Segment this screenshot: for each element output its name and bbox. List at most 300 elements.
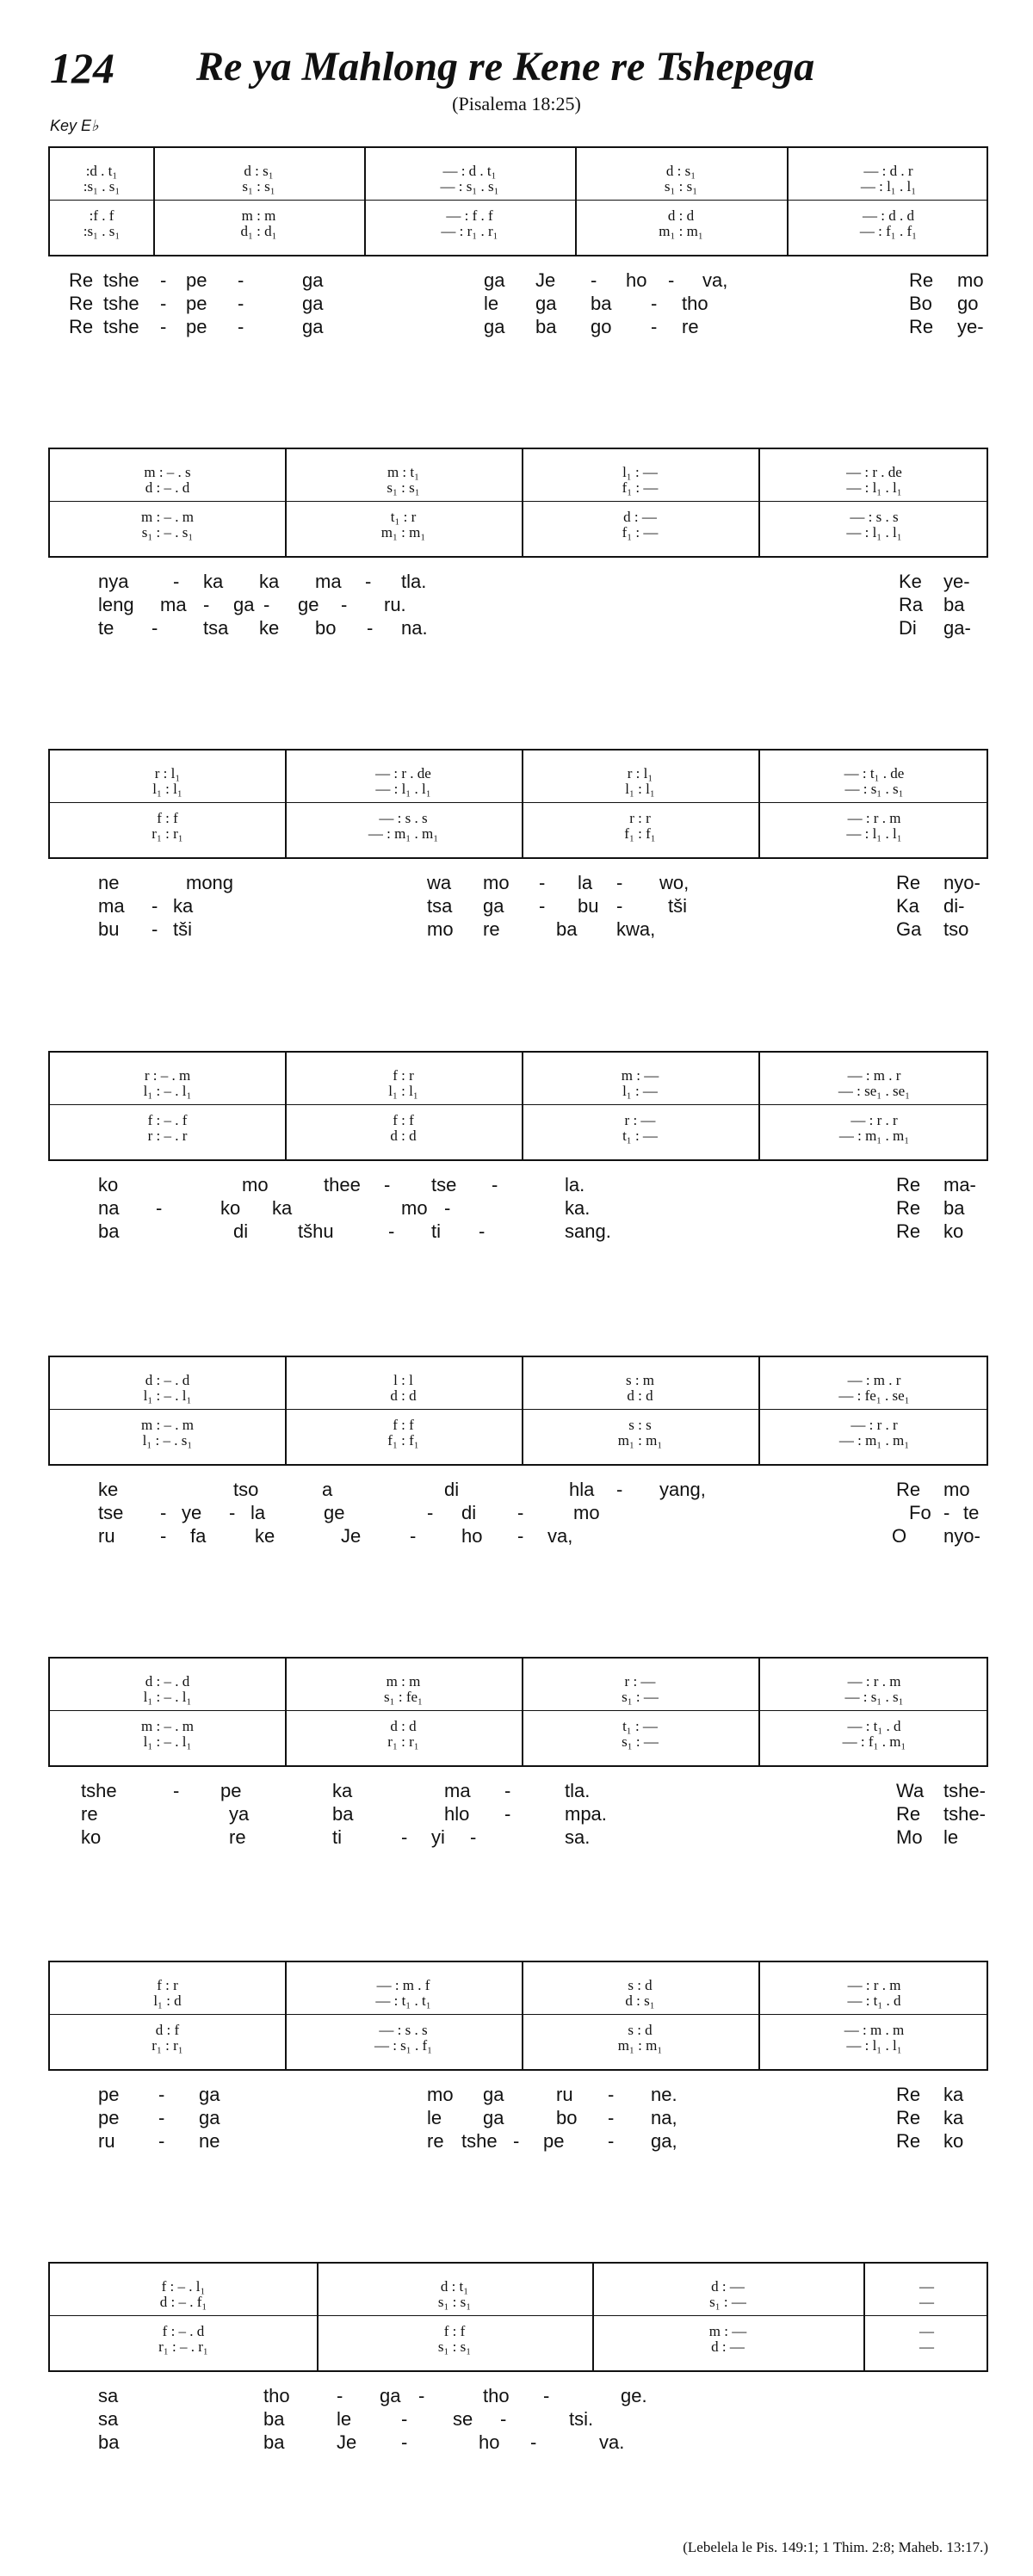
solfa-notes: f₁ : f₁ xyxy=(387,1432,419,1449)
lyric-syllable: pe xyxy=(186,293,207,314)
bar-line xyxy=(285,1053,287,1159)
lyric-syllable: - xyxy=(401,2431,408,2453)
solfa-notes: t₁ : — xyxy=(622,1718,658,1734)
solfa-notes: s₁ : s₁ xyxy=(437,2294,472,2310)
solfa-notes: — : t₁ . de xyxy=(844,765,905,781)
solfa-notes: d : – . d xyxy=(145,1372,190,1388)
lyric-syllable: ka xyxy=(259,571,280,592)
lyric-syllable: ko xyxy=(98,1174,119,1195)
lyric-line xyxy=(48,1197,988,1221)
lyric-syllable: go xyxy=(591,316,612,337)
solfa-notes: s : m xyxy=(625,1372,655,1388)
solfa-notes: :s₁ . s₁ xyxy=(83,178,121,195)
lyric-syllable: sa. xyxy=(565,1826,591,1848)
footnote: (Lebelela le Pis. 149:1; 1 Thim. 2:8; Maheb. 13:17.) xyxy=(683,2539,988,2555)
lyric-syllable: ga, xyxy=(651,2130,677,2152)
lyric-syllable: ko xyxy=(943,2130,964,2152)
solfa-notes: d : s₁ xyxy=(625,1992,655,2009)
lyric-line xyxy=(48,269,988,293)
solfa-notes: s₁ : s₁ xyxy=(387,479,420,496)
lyric-syllable: mo xyxy=(483,872,510,893)
lyric-syllable: tho xyxy=(263,2385,290,2406)
lyric-syllable: ru xyxy=(98,2130,115,2152)
solfa-notes: — : d . r xyxy=(863,163,913,179)
lyric-syllable: le xyxy=(427,2107,442,2128)
solfa-notes: s₁ : s₁ xyxy=(242,178,275,195)
lyric-syllable: le xyxy=(337,2408,352,2430)
lyric-syllable: ga xyxy=(380,2385,401,2406)
lyric-syllable: ka xyxy=(943,2107,964,2128)
solfa-notes: :s₁ . s₁ xyxy=(83,223,121,239)
lyric-syllable: di xyxy=(444,1479,460,1500)
solfa-notes: f₁ : — xyxy=(622,479,659,496)
lyric-syllable: thee xyxy=(324,1174,361,1195)
lyric-syllable: ga xyxy=(302,269,324,291)
solfa-notes: f : f xyxy=(393,1112,414,1128)
lyric-syllable: bo xyxy=(556,2107,578,2128)
solfa-notes: — : r . m xyxy=(847,1673,901,1690)
lyric-syllable: ho xyxy=(626,269,647,291)
lyric-syllable: ba xyxy=(332,1803,354,1825)
lyric-syllable: tla. xyxy=(565,1780,591,1801)
solfa-notes: f : r xyxy=(393,1067,414,1084)
solfa-notes: — : fe₁ . se₁ xyxy=(838,1387,910,1404)
lyric-syllable: ko xyxy=(220,1197,241,1219)
lyric-syllable: leng xyxy=(98,594,134,615)
solfa-notes: — : l₁ . l₁ xyxy=(846,479,902,496)
lyric-syllable: tši xyxy=(668,895,687,917)
bar-line xyxy=(758,1357,760,1464)
solfa-notes: s₁ : — xyxy=(622,1689,659,1705)
lyric-syllable: na xyxy=(98,1197,120,1219)
lyric-line xyxy=(48,872,988,896)
lyric-syllable: ga xyxy=(484,269,505,291)
bar-line xyxy=(285,449,287,556)
lyric-syllable: - xyxy=(410,1525,417,1547)
solfa-notes: l₁ : l₁ xyxy=(388,1083,418,1099)
lyric-syllable: ba xyxy=(98,2431,120,2453)
lyric-syllable: - xyxy=(418,2385,425,2406)
lyric-syllable: mo xyxy=(401,1197,428,1219)
lyric-syllable: Re xyxy=(896,2084,921,2105)
lyric-syllable: ka xyxy=(332,1780,353,1801)
lyric-syllable: - xyxy=(539,895,546,917)
lyric-syllable: nya xyxy=(98,571,129,592)
lyric-syllable: Re xyxy=(69,316,94,337)
lyric-syllable: tši xyxy=(173,918,192,940)
solfa-notes: — xyxy=(919,2278,934,2295)
solfa-notes: r₁ : r₁ xyxy=(387,1733,419,1750)
staff-divider xyxy=(50,1710,987,1711)
solfa-notes: — : f₁ . m₁ xyxy=(842,1733,906,1750)
lyric-syllable: - xyxy=(504,1780,511,1801)
lyric-syllable: Re xyxy=(909,316,934,337)
bar-line xyxy=(758,449,760,556)
lyric-syllable: ga xyxy=(302,293,324,314)
solfa-notes: f : f xyxy=(443,2323,466,2339)
bar-line xyxy=(575,148,577,255)
bar-line xyxy=(285,751,287,857)
lyric-syllable: Re xyxy=(896,1197,921,1219)
bar-line xyxy=(522,1659,523,1765)
solfa-notes: d : d xyxy=(667,207,695,224)
lyric-syllable: - xyxy=(401,1826,408,1848)
solfa-notes: — : f₁ . f₁ xyxy=(859,223,918,239)
solfa-notes: d : d xyxy=(627,1387,653,1404)
lyric-syllable: tla. xyxy=(401,571,427,592)
solfa-notes: — : r . de xyxy=(375,765,431,781)
lyric-syllable: - xyxy=(173,571,180,592)
solfa-notes: s₁ : s₁ xyxy=(664,178,698,195)
lyric-syllable: - xyxy=(517,1525,524,1547)
staff-divider xyxy=(50,200,987,201)
solfa-notes: :f . f xyxy=(89,207,114,224)
lyric-syllable: - xyxy=(263,594,270,615)
lyric-syllable: - xyxy=(608,2084,615,2105)
lyric-syllable: - xyxy=(479,1220,486,1242)
lyric-syllable: la. xyxy=(565,1174,585,1195)
lyric-syllable: - xyxy=(238,293,244,314)
lyric-syllable: ba xyxy=(263,2431,285,2453)
bar-line xyxy=(522,751,523,857)
solfa-notes: l₁ : – . l₁ xyxy=(143,1733,192,1750)
solfa-notes: r₁ : – . r₁ xyxy=(158,2338,208,2355)
solfa-notes: — : r . m xyxy=(847,1977,901,1993)
solfa-notes: m : — xyxy=(621,1067,659,1084)
solfa-notes: d : d xyxy=(390,1127,417,1144)
key-signature: Key E♭ xyxy=(50,117,99,134)
lyric-syllable: ko xyxy=(943,1220,964,1242)
solfa-notes: s : d xyxy=(628,2022,653,2038)
lyric-syllable: tshe- xyxy=(943,1780,986,1801)
lyric-syllable: - xyxy=(513,2130,520,2152)
bar-line xyxy=(592,2264,594,2370)
lyric-syllable: tshe xyxy=(103,269,139,291)
solfa-notes: l₁ : – . s₁ xyxy=(142,1432,193,1449)
lyric-syllable: ba xyxy=(943,1197,965,1219)
lyric-syllable: - xyxy=(152,895,158,917)
lyric-syllable: tsi. xyxy=(569,2408,594,2430)
bar-line xyxy=(522,449,523,556)
lyric-syllable: ka xyxy=(173,895,194,917)
solfa-notes: :d . t₁ xyxy=(85,163,118,179)
solfa-notes: m : – . m xyxy=(141,1417,194,1433)
lyric-syllable: ge. xyxy=(621,2385,647,2406)
lyric-syllable: - xyxy=(943,1502,950,1523)
lyric-syllable: - xyxy=(651,316,658,337)
lyric-syllable: ga xyxy=(483,2084,504,2105)
lyric-syllable: va. xyxy=(599,2431,625,2453)
solfa-notes: s₁ : — xyxy=(622,1733,659,1750)
lyric-syllable: te xyxy=(963,1502,980,1523)
lyric-syllable: Re xyxy=(896,2130,921,2152)
lyric-line xyxy=(48,571,988,595)
lyric-syllable: di xyxy=(461,1502,477,1523)
lyric-syllable: - xyxy=(160,1502,167,1523)
solfa-notes: — : t₁ . d xyxy=(847,1718,901,1734)
lyric-syllable: tshe xyxy=(103,316,139,337)
lyric-syllable: di xyxy=(233,1220,249,1242)
lyric-syllable: tsa xyxy=(427,895,453,917)
lyric-syllable: Re xyxy=(896,1174,921,1195)
lyric-syllable: - xyxy=(388,1220,395,1242)
lyric-line xyxy=(48,1502,988,1526)
solfa-notes: — : f . f xyxy=(446,207,493,224)
solfa-notes: m₁ : m₁ xyxy=(617,2037,663,2054)
lyric-line xyxy=(48,1174,988,1198)
lyric-syllable: Re xyxy=(896,1479,921,1500)
lyric-syllable: ho xyxy=(479,2431,500,2453)
solfa-notes: — : d . d xyxy=(863,207,914,224)
lyric-syllable: ti xyxy=(431,1220,441,1242)
lyric-syllable: mong xyxy=(186,872,234,893)
lyric-syllable: ho xyxy=(461,1525,483,1547)
lyric-syllable: Re xyxy=(896,872,921,893)
lyric-syllable: ba xyxy=(263,2408,285,2430)
lyric-line xyxy=(48,2408,988,2432)
solfa-notes: d : – . d xyxy=(145,1673,190,1690)
lyric-syllable: ke xyxy=(259,617,280,639)
solfa-notes: — : s₁ . s₁ xyxy=(844,1689,904,1705)
staff-divider xyxy=(50,802,987,803)
solfa-notes: d : d xyxy=(390,1718,417,1734)
solfa-notes: r : l₁ xyxy=(627,765,653,781)
lyric-syllable: ma xyxy=(315,571,342,592)
bar-line xyxy=(758,1053,760,1159)
lyric-syllable: - xyxy=(203,594,210,615)
solfa-notes: f : – . l₁ xyxy=(161,2278,206,2295)
solfa-notes: f₁ : f₁ xyxy=(624,825,656,842)
solfa-notes: m : m xyxy=(386,1673,421,1690)
hymn-scripture-reference: (Pisalema 18:25) xyxy=(452,93,581,114)
solfa-notes: s₁ : — xyxy=(709,2294,746,2310)
lyric-syllable: tso xyxy=(233,1479,259,1500)
lyric-syllable: re xyxy=(229,1826,246,1848)
lyric-line xyxy=(48,918,988,942)
lyric-syllable: re xyxy=(427,2130,444,2152)
lyric-line xyxy=(48,1803,988,1827)
bar-line xyxy=(758,1659,760,1765)
solfa-notes: — : s₁ . f₁ xyxy=(374,2037,433,2054)
lyric-syllable: nyo- xyxy=(943,872,980,893)
lyric-syllable: - xyxy=(517,1502,524,1523)
solfa-notes: s₁ : – . s₁ xyxy=(141,524,194,541)
lyric-syllable: ru. xyxy=(384,594,406,615)
lyric-syllable: bu xyxy=(98,918,120,940)
solfa-notes: m : t₁ xyxy=(387,464,420,480)
lyric-syllable: a xyxy=(322,1479,333,1500)
solfa-notes: m₁ : m₁ xyxy=(617,1432,663,1449)
lyric-syllable: Re xyxy=(896,2107,921,2128)
solfa-notes: f : f xyxy=(393,1417,414,1433)
lyric-syllable: - xyxy=(616,895,623,917)
lyric-line xyxy=(48,1479,988,1503)
lyric-syllable: yang, xyxy=(659,1479,706,1500)
bar-line xyxy=(285,1357,287,1464)
solfa-notes: s : s xyxy=(628,1417,652,1433)
lyric-syllable: yi xyxy=(431,1826,445,1848)
lyric-line xyxy=(48,2385,988,2409)
lyric-syllable: nyo- xyxy=(943,1525,980,1547)
lyric-syllable: - xyxy=(341,594,348,615)
lyric-line xyxy=(48,1525,988,1549)
solfa-notes: — : r . de xyxy=(846,464,902,480)
lyric-syllable: mo xyxy=(427,918,454,940)
lyric-syllable: di- xyxy=(943,895,965,917)
lyric-syllable: tse xyxy=(98,1502,124,1523)
lyric-syllable: - xyxy=(367,617,374,639)
solfa-notes: — xyxy=(919,2294,934,2310)
lyric-syllable: Bo xyxy=(909,293,932,314)
hymn-number: 124 xyxy=(50,44,114,92)
solfa-notes: — : l₁ . l₁ xyxy=(860,178,917,195)
lyric-syllable: Ka xyxy=(896,895,919,917)
lyric-syllable: bu xyxy=(578,895,599,917)
lyric-syllable: ga xyxy=(233,594,255,615)
solfa-notes: — : m . m xyxy=(844,2022,905,2038)
lyric-syllable: va, xyxy=(702,269,728,291)
lyric-syllable: - xyxy=(160,293,167,314)
solfa-notes: — : t₁ . t₁ xyxy=(375,1992,431,2009)
lyric-syllable: tshe xyxy=(461,2130,498,2152)
lyric-syllable: - xyxy=(616,872,623,893)
lyric-syllable: ko xyxy=(81,1826,102,1848)
solfa-notes: m : – . s xyxy=(144,464,191,480)
solfa-notes: d : — xyxy=(711,2338,745,2355)
lyric-syllable: - xyxy=(608,2107,615,2128)
solfa-notes: r : – . r xyxy=(147,1127,188,1144)
bar-line xyxy=(787,148,789,255)
solfa-notes: r : — xyxy=(624,1112,656,1128)
lyric-line xyxy=(48,2130,988,2154)
lyric-syllable: ma xyxy=(444,1780,471,1801)
staff-system xyxy=(48,146,988,256)
lyric-syllable: ka xyxy=(203,571,224,592)
solfa-notes: — : se₁ . se₁ xyxy=(838,1083,911,1099)
lyric-syllable: ga xyxy=(483,895,504,917)
lyric-line xyxy=(48,617,988,641)
solfa-notes: f₁ : — xyxy=(622,524,659,541)
lyric-syllable: ba xyxy=(943,594,965,615)
lyric-syllable: Ra xyxy=(899,594,924,615)
lyric-syllable: ma xyxy=(98,895,125,917)
lyric-syllable: ne. xyxy=(651,2084,677,2105)
lyric-syllable: ye- xyxy=(943,571,970,592)
lyric-syllable: - xyxy=(608,2130,615,2152)
solfa-notes: — : s₁ . s₁ xyxy=(440,178,499,195)
lyric-syllable: - xyxy=(156,1197,163,1219)
solfa-notes: l₁ : l₁ xyxy=(625,781,655,797)
lyric-line xyxy=(48,293,988,317)
lyric-syllable: - xyxy=(160,1525,167,1547)
bar-line xyxy=(522,1962,523,2069)
lyric-syllable: - xyxy=(616,1479,623,1500)
bar-line xyxy=(758,751,760,857)
lyric-syllable: sa xyxy=(98,2385,119,2406)
lyric-syllable: mpa. xyxy=(565,1803,607,1825)
solfa-notes: l₁ : l₁ xyxy=(152,781,182,797)
lyric-syllable: - xyxy=(530,2431,537,2453)
lyric-syllable: pe xyxy=(98,2084,120,2105)
solfa-notes: — : r₁ . r₁ xyxy=(441,223,498,239)
lyric-syllable: Di xyxy=(899,617,917,639)
lyric-syllable: ye- xyxy=(957,316,984,337)
solfa-notes: r : r xyxy=(629,810,651,826)
solfa-notes: — : s₁ . s₁ xyxy=(844,781,904,797)
lyric-syllable: pe xyxy=(186,269,207,291)
solfa-notes: — : m . r xyxy=(847,1372,901,1388)
lyric-syllable: ti xyxy=(332,1826,342,1848)
lyric-syllable: Re xyxy=(896,1803,921,1825)
solfa-notes: d : s₁ xyxy=(244,163,274,179)
lyric-syllable: tse xyxy=(431,1174,457,1195)
solfa-notes: f : r xyxy=(157,1977,178,1993)
lyric-syllable: - xyxy=(160,316,167,337)
lyric-syllable: Je xyxy=(535,269,556,291)
lyric-syllable: mo xyxy=(957,269,984,291)
solfa-notes: m : — xyxy=(708,2323,747,2339)
lyric-syllable: mo xyxy=(242,1174,269,1195)
lyric-syllable: le xyxy=(484,293,499,314)
solfa-notes: — : l₁ . l₁ xyxy=(846,825,902,842)
lyric-syllable: tshe xyxy=(81,1780,117,1801)
staff-divider xyxy=(50,1104,987,1105)
lyric-line xyxy=(48,2431,988,2456)
lyric-syllable: le xyxy=(943,1826,959,1848)
solfa-notes: d : – . d xyxy=(145,479,190,496)
lyric-syllable: - xyxy=(152,617,158,639)
lyric-syllable: - xyxy=(238,316,244,337)
lyric-line xyxy=(48,2084,988,2108)
lyric-syllable: Je xyxy=(337,2431,357,2453)
lyric-syllable: - xyxy=(238,269,244,291)
lyric-syllable: re xyxy=(483,918,500,940)
lyric-syllable: ge xyxy=(324,1502,345,1523)
lyric-syllable: - xyxy=(158,2130,165,2152)
lyric-syllable: tho xyxy=(483,2385,510,2406)
solfa-notes: d : f xyxy=(155,2022,180,2038)
lyric-syllable: ka xyxy=(943,2084,964,2105)
solfa-notes: — : l₁ . l₁ xyxy=(846,524,902,541)
staff-divider xyxy=(50,2014,987,2015)
solfa-notes: s : d xyxy=(628,1977,653,1993)
lyric-syllable: bo xyxy=(315,617,337,639)
solfa-notes: — : m . r xyxy=(847,1067,901,1084)
solfa-notes: l : l xyxy=(393,1372,413,1388)
lyric-syllable: mo xyxy=(427,2084,454,2105)
solfa-notes: — : s . s xyxy=(850,509,899,525)
lyric-syllable: ke xyxy=(255,1525,275,1547)
lyric-syllable: se xyxy=(453,2408,473,2430)
solfa-notes: m : – . m xyxy=(141,509,194,525)
bar-line xyxy=(317,2264,319,2370)
staff-divider xyxy=(50,1409,987,1410)
lyric-syllable: ye xyxy=(182,1502,202,1523)
staff-system xyxy=(48,1657,988,1767)
lyric-syllable: ne xyxy=(199,2130,220,2152)
lyric-syllable: hla xyxy=(569,1479,595,1500)
lyric-syllable: la xyxy=(251,1502,266,1523)
solfa-notes: r : – . m xyxy=(144,1067,191,1084)
lyric-syllable: tshe- xyxy=(943,1803,986,1825)
staff-system xyxy=(48,1356,988,1466)
lyric-syllable: tho xyxy=(682,293,708,314)
solfa-notes: d : d xyxy=(390,1387,417,1404)
lyric-syllable: - xyxy=(158,2107,165,2128)
lyric-syllable: re xyxy=(682,316,699,337)
lyric-line xyxy=(48,2107,988,2131)
lyric-syllable: sa xyxy=(98,2408,119,2430)
